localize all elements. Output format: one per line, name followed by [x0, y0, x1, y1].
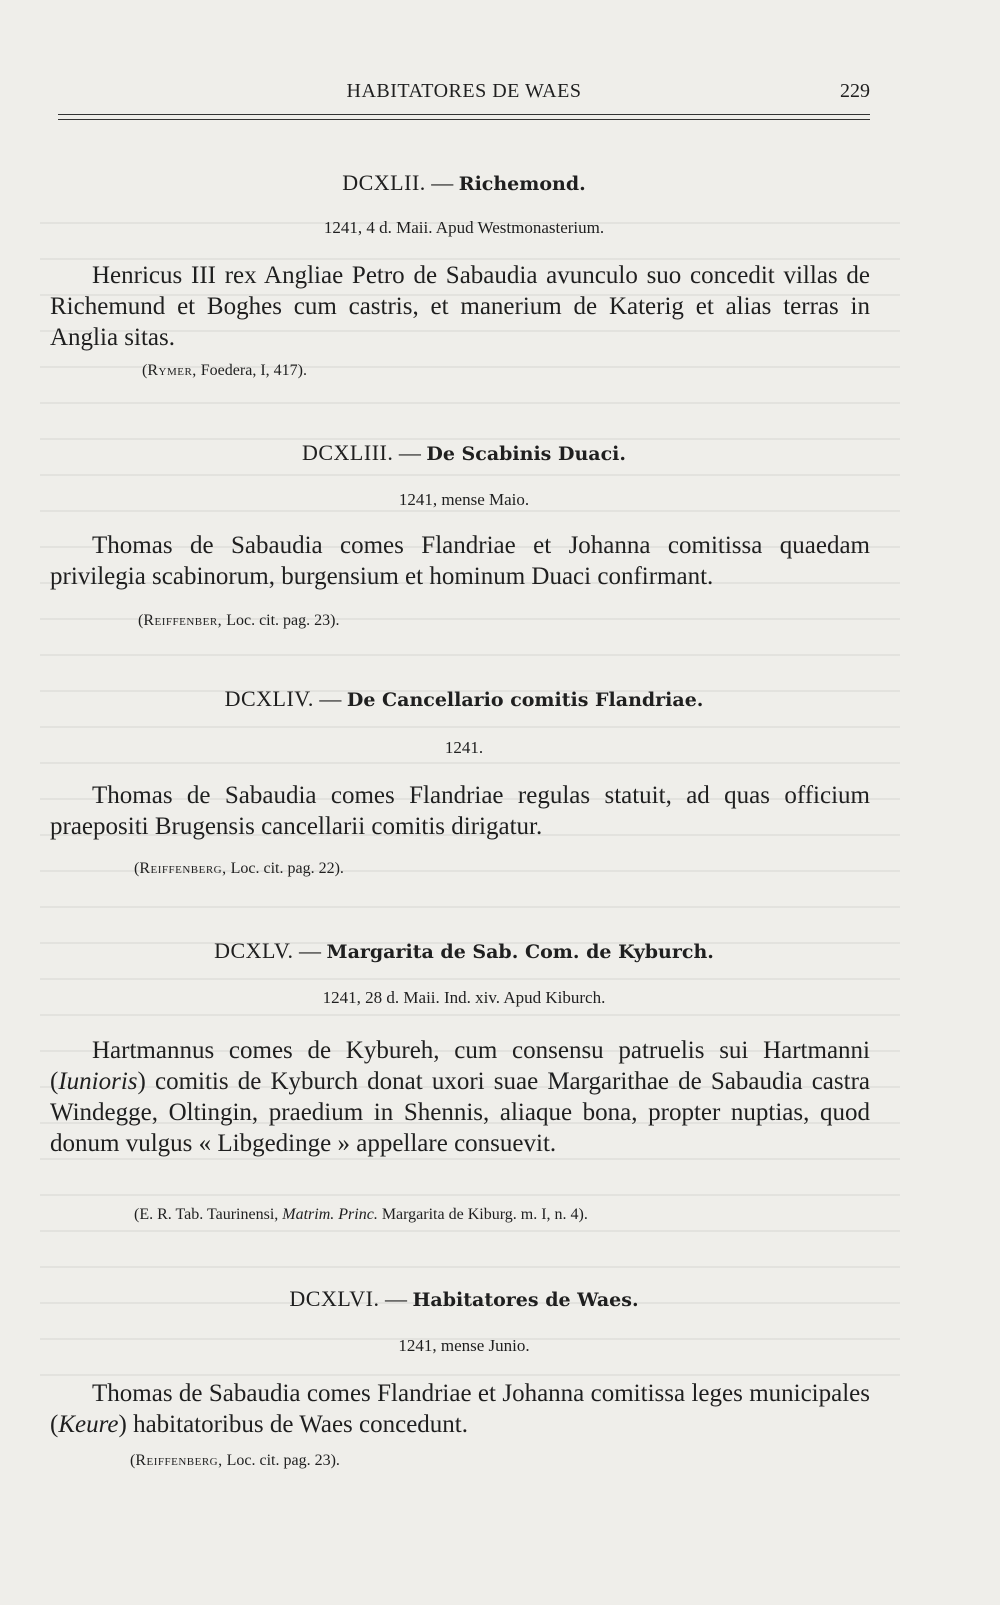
source-author: Reiffenberg, — [135, 1452, 223, 1469]
entry-text-italic: Iunioris — [58, 1068, 138, 1095]
entry-source: (Rymer, Foedera, I, 417). — [142, 362, 307, 379]
entry-text-body: Henricus III rex Angliae Petro de Sabaudia avunculo suo concedit villas de Richemund et Boghes cum castris, et manerium de Katerig et alias terras in Anglia sitas. — [50, 262, 870, 351]
page-number: 229 — [840, 80, 870, 102]
entry-title: De Cancellario comitis Flandriae. — [346, 689, 704, 711]
entry-number: DCXLIV. — [224, 686, 314, 711]
running-title: HABITATORES DE WAES — [346, 80, 582, 102]
entry-heading: DCXLII. — Richemond. — [342, 170, 586, 195]
entry-source: (Reiffenberg, Loc. cit. pag. 22). — [134, 860, 344, 877]
entry-text — [50, 1035, 870, 1159]
source-author: Rymer, — [147, 362, 197, 379]
entry-title: De Scabinis Duaci. — [426, 443, 626, 465]
source-prefix: (E. R. Tab. Taurinensi, — [134, 1206, 279, 1223]
entry-text-part: ) habitatoribus de Waes concedunt. — [118, 1411, 468, 1438]
entry-source — [134, 1206, 588, 1224]
entry-date: 1241, mense Junio. — [398, 1336, 530, 1355]
source-italic: Matrim. Princ. — [282, 1206, 378, 1223]
source-reference: Loc. cit. pag. 23). — [226, 612, 340, 629]
source-reference: Loc. cit. pag. 22). — [230, 860, 344, 877]
source-reference: Foedera, I, 417). — [200, 362, 307, 379]
entry-text — [50, 1378, 870, 1440]
entry-number: DCXLIII. — [301, 440, 394, 465]
source-suffix: Margarita de Kiburg. m. I, n. 4). — [381, 1206, 588, 1223]
entry-title: Habitatores de Waes. — [412, 1289, 639, 1311]
page-header — [58, 80, 870, 110]
entry-text-part: Thomas de Sabaudia comes Flandriae et Johanna comitissa leges municipales ( — [50, 1380, 870, 1438]
source-author: Reiffenber, — [143, 612, 223, 629]
entry-date: 1241, 4 d. Maii. Apud Westmonasterium. — [323, 218, 605, 237]
entry-text — [50, 780, 870, 842]
entry-date: 1241, mense Maio. — [398, 490, 530, 509]
entry-date: 1241, 28 d. Maii. Ind. xiv. Apud Kiburch. — [322, 988, 606, 1007]
entry-number: DCXLVI. — [289, 1286, 380, 1311]
entry-date: 1241. — [444, 738, 484, 757]
header-rule-double — [58, 119, 870, 120]
entry-number: DCXLII. — [342, 170, 426, 195]
entry-text-italic: Keure — [58, 1411, 119, 1438]
header-rule — [58, 114, 870, 115]
entry-text-part: ) comitis de Kyburch donat uxori suae Margarithae de Sabaudia castra Windegge, Oltingin, praedium in Shennis, aliaque bona, propter nuptias, quod donum vulgus « Libgedinge » appellare consuevit. — [50, 1068, 870, 1157]
entry-heading: DCXLV. — Margarita de Sab. Com. de Kyburch. — [214, 938, 714, 963]
entry-text — [50, 260, 870, 353]
entry-heading: DCXLIII. — De Scabinis Duaci. — [301, 440, 626, 465]
entry-heading: DCXLVI. — Habitatores de Waes. — [289, 1286, 639, 1311]
entry-text-body: Thomas de Sabaudia comes Flandriae regulas statuit, ad quas officium praepositi Brugensis cancellarii comitis dirigatur. — [50, 782, 870, 840]
entry-text-body: Thomas de Sabaudia comes Flandriae et Johanna comitissa quaedam privilegia scabinorum, burgensium et hominum Duaci confirmant. — [50, 532, 870, 590]
entry-number: DCXLV. — [214, 938, 294, 963]
entry-text — [50, 530, 870, 592]
entry-source: (Reiffenberg, Loc. cit. pag. 23). — [130, 1452, 340, 1469]
entry-title: Margarita de Sab. Com. de Kyburch. — [326, 941, 714, 963]
entry-source: (Reiffenber, Loc. cit. pag. 23). — [138, 612, 340, 629]
entry-heading: DCXLIV. — De Cancellario comitis Flandriae. — [224, 686, 704, 711]
entry-text-part: Hartmannus comes de Kybureh, cum consensu patruelis sui Hartmanni ( — [50, 1037, 870, 1095]
source-reference: Loc. cit. pag. 23). — [226, 1452, 340, 1469]
source-author: Reiffenberg, — [139, 860, 227, 877]
entry-title: Richemond. — [458, 173, 586, 195]
